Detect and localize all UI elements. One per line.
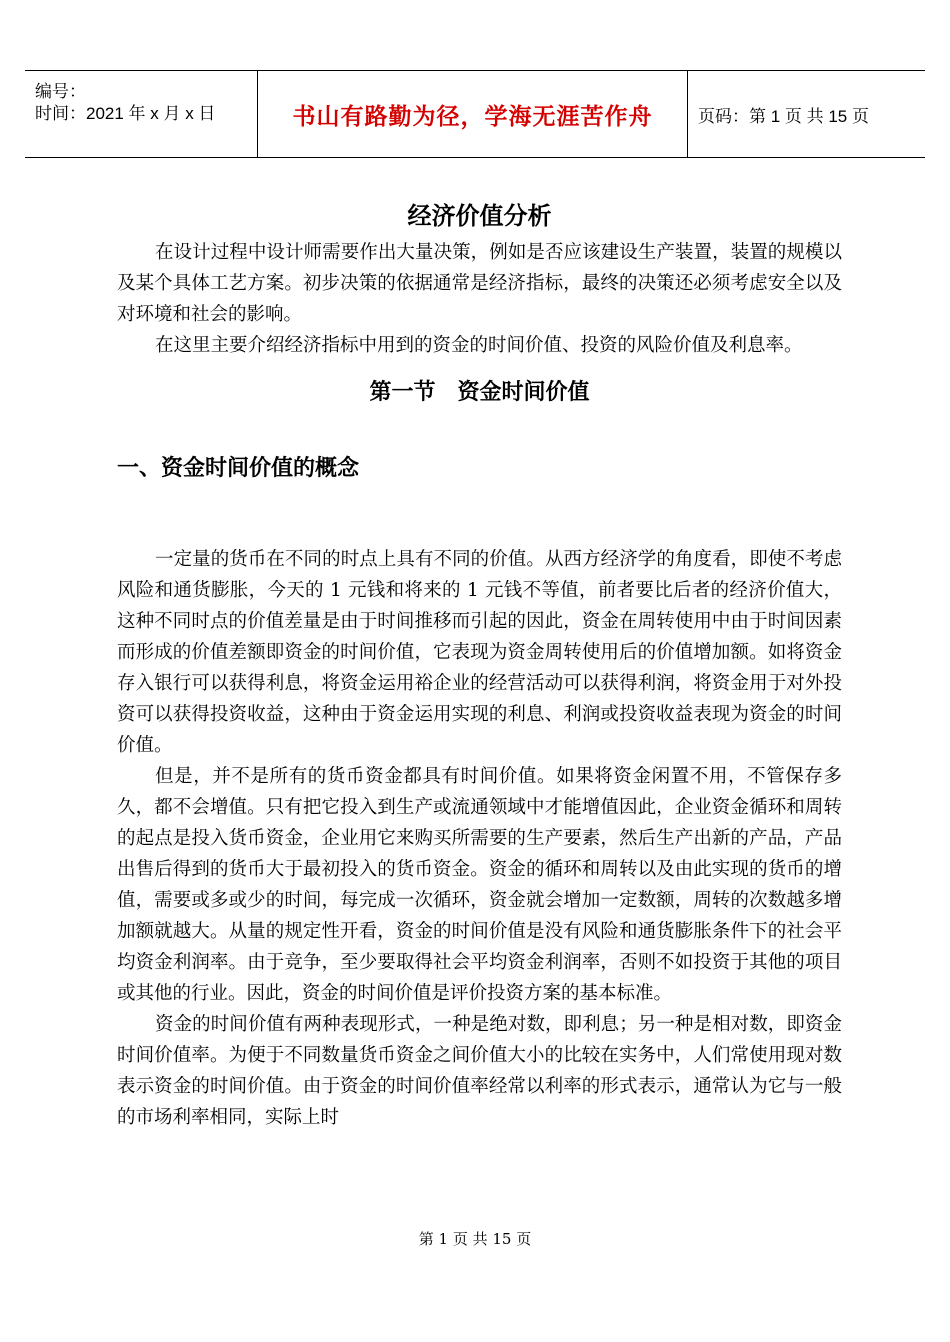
header-page-label: 页码：第 1 页 共 15 页 (698, 106, 869, 126)
header-meta (25, 71, 258, 157)
body-paragraph: 但是，并不是所有的货币资金都具有时间价值。如果将资金闲置不用，不管保存多久，都不会增值。只有把它投入到生产或流通领域中才能增值因此，企业资金循环和周转的起点是投入货币资金，企业用它来购买所需要的生产要素，然后生产出新的产品，产品出售后得到的货币大于最初投入的货币资金。资金的循环和周转以及由此实现的货币的增值，需要或多或少的时间，每完成一次循环，资金就会增加一定数额，周转的次数越多增加额就越大。从量的规定性开看，资金的时间价值是没有风险和通货膨胀条件下的社会平均资金利润率。由于竞争，至少要取得社会平均资金利润率，否则不如投资于其他的项目或其他的行业。因此，资金的时间价值是评价投资方案的基本标准。 (117, 766, 842, 1004)
document-title: 经济价值分析 (407, 202, 552, 230)
header-number-label: 编号： (35, 82, 86, 101)
document-body (117, 195, 842, 1133)
body-paragraph: 一定量的货币在不同的时点上具有不同的价值。从西方经济学的角度看，即使不考虑风险和通货膨胀，今天的 1 元钱和将来的 1 元钱不等值，前者要比后者的经济价值大，这种不同时点的价值差量是由于时间推移而引起的因此，资金在周转使用中由于时间因素而形成的价值差额即资金的时间价值，它表现为资金周转使用后的价值增加额。如将资金存入银行可以获得利息，将资金运用裕企业的经营活动可以获得利润，将资金用于对外投资可以获得投资收益，这种由于资金运用实现的利息、利润或投资收益表现为资金的时间价值。 (117, 549, 842, 756)
body-paragraph: 资金的时间价值有两种表现形式，一种是绝对数，即利息；另一种是相对数，即资金时间价值率。为便于不同数量货币资金之间价值大小的比较在实务中，人们常使用现对数表示资金的时间价值。由于资金的时间价值率经常以利率的形式表示，通常认为它与一般的市场利率相同，实际上时 (117, 1014, 842, 1128)
page-footer: 第 1 页 共 15 页 (418, 1230, 532, 1248)
header-motto: 书山有路勤为径，学海无涯苦作舟 (258, 71, 688, 157)
header-time-label: 时间：2021 年 x 月 x 日 (35, 104, 216, 123)
subsection-title: 一、资金时间价值的概念 (117, 456, 360, 481)
spacer (117, 489, 842, 544)
intro-paragraph: 在这里主要介绍经济指标中用到的资金的时间价值、投资的风险价值及利息率。 (155, 335, 803, 356)
intro-paragraph: 在设计过程中设计师需要作出大量决策，例如是否应该建设生产装置，装置的规模以及某个具体工艺方案。初步决策的依据通常是经济指标，最终的决策还必须考虑安全以及对环境和社会的影响。 (117, 242, 842, 325)
section-title: 第一节 资金时间价值 (369, 380, 590, 405)
document-header (25, 70, 925, 158)
